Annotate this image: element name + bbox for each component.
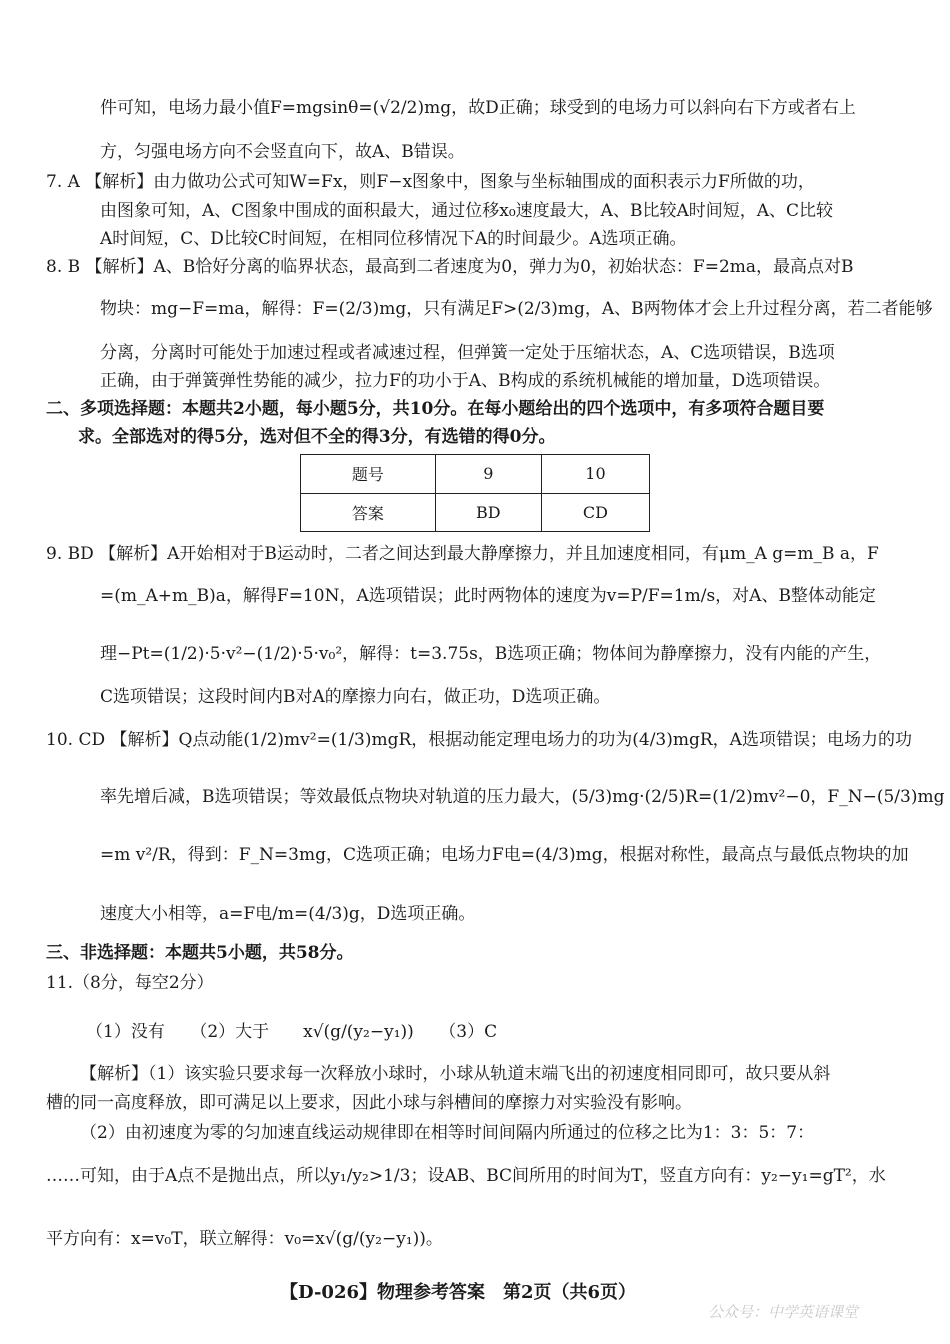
text-line: 槽的同一高度释放，即可满足以上要求，因此小球与斜槽间的摩擦力对实验没有影响。: [46, 1093, 692, 1113]
text-line: 速度大小相等，a=F电/m=(4/3)g，D选项正确。: [100, 904, 476, 924]
text-line: 8. B 【解析】A、B恰好分离的临界状态，最高到二者速度为0，弹力为0，初始状态：F=2ma，最高点对B: [46, 257, 854, 277]
text-line: 【解析】（1）该实验只要求每一次释放小球时，小球从轨道末端飞出的初速度相同即可，故只要从斜: [80, 1064, 831, 1084]
text-line: 方，匀强电场方向不会竖直向下，故A、B错误。: [100, 142, 465, 162]
text-line: 10. CD 【解析】Q点动能(1/2)mv²=(1/3)mgR，根据动能定理电场力的功为(4/3)mgR，A选项错误；电场力的功: [46, 730, 912, 750]
table-row: [301, 493, 650, 532]
section-heading: 求。全部选对的得5分，选对但不全的得3分，有选错的得0分。: [78, 427, 556, 447]
text-line: =m v²/R，得到：F_N=3mg，C选项正确；电场力F电=(4/3)mg，根据对称性，最高点与最低点物块的加: [100, 845, 909, 865]
table-header-cell: 题号: [301, 455, 436, 494]
text-line: （2）由初速度为零的匀加速直线运动规律即在相等时间间隔内所通过的位移之比为1：3：5：7：: [80, 1123, 815, 1143]
text-line: 7. A 【解析】由力做功公式可知W=Fx，则F−x图象中，图象与坐标轴围成的面积表示力F所做的功，: [46, 172, 815, 192]
text-line: 率先增后减，B选项错误；等效最低点物块对轨道的压力最大，(5/3)mg·(2/5)R=(1/2)mv²−0，F_N−(5/3)mg: [100, 787, 945, 807]
text-line: 11.（8分，每空2分）: [46, 973, 214, 993]
text-line: C选项错误；这段时间内B对A的摩擦力向右，做正功，D选项正确。: [100, 687, 611, 707]
text-line: 物块：mg−F=ma，解得：F=(2/3)mg，只有满足F>(2/3)mg，A、B两物体才会上升过程分离，若二者能够: [100, 299, 933, 319]
table-header-cell: 答案: [301, 493, 436, 532]
text-line: A时间短，C、D比较C时间短，在相同位移情况下A的时间最少。A选项正确。: [100, 229, 687, 249]
text-line: =(m_A+m_B)a，解得F=10N，A选项错误；此时两物体的速度为v=P/F=1m/s，对A、B整体动能定: [100, 586, 876, 606]
text-line: ……可知，由于A点不是抛出点，所以y₁/y₂>1/3；设AB、BC间所用的时间为T，竖直方向有：y₂−y₁=gT²，水: [46, 1166, 886, 1186]
table-cell: 9: [435, 455, 541, 494]
table-row: [301, 455, 650, 494]
text-line: （1）没有 （2）大于 x√(g/(y₂−y₁)) （3）C: [86, 1022, 498, 1042]
table-cell: CD: [541, 493, 649, 532]
answer-table: [300, 454, 650, 532]
watermark: 公众号：中学英语课堂: [708, 1303, 859, 1321]
text-line: 平方向有：x=v₀T，联立解得：v₀=x√(g/(y₂−y₁))。: [46, 1229, 443, 1249]
section-heading: 二、多项选择题：本题共2小题，每小题5分，共10分。在每小题给出的四个选项中，有多项符合题目要: [46, 399, 825, 419]
text-line: 正确，由于弹簧弹性势能的减少，拉力F的功小于A、B构成的系统机械能的增加量，D选项错误。: [100, 371, 831, 391]
text-line: 件可知，电场力最小值F=mgsinθ=(√2/2)mg，故D正确；球受到的电场力可以斜向右下方或者右上: [100, 98, 856, 118]
table-cell: BD: [435, 493, 541, 532]
text-line: 理−Pt=(1/2)·5·v²−(1/2)·5·v₀²，解得：t=3.75s，B选项正确；物体间为静摩擦力，没有内能的产生，: [100, 644, 882, 664]
text-line: 9. BD 【解析】A开始相对于B运动时，二者之间达到最大静摩擦力，并且加速度相同，有μm_A g=m_B a，F: [46, 544, 879, 564]
text-line: 由图象可知，A、C图象中围成的面积最大，通过位移x₀速度最大，A、B比较A时间短，A、C比较: [100, 201, 834, 221]
page-footer: 【D-026】物理参考答案 第2页（共6页）: [280, 1282, 637, 1303]
table-cell: 10: [541, 455, 649, 494]
text-line: 分离，分离时可能处于加速过程或者减速过程，但弹簧一定处于压缩状态，A、C选项错误，B选项: [100, 343, 835, 363]
section-heading: 三、非选择题：本题共5小题，共58分。: [46, 943, 354, 963]
